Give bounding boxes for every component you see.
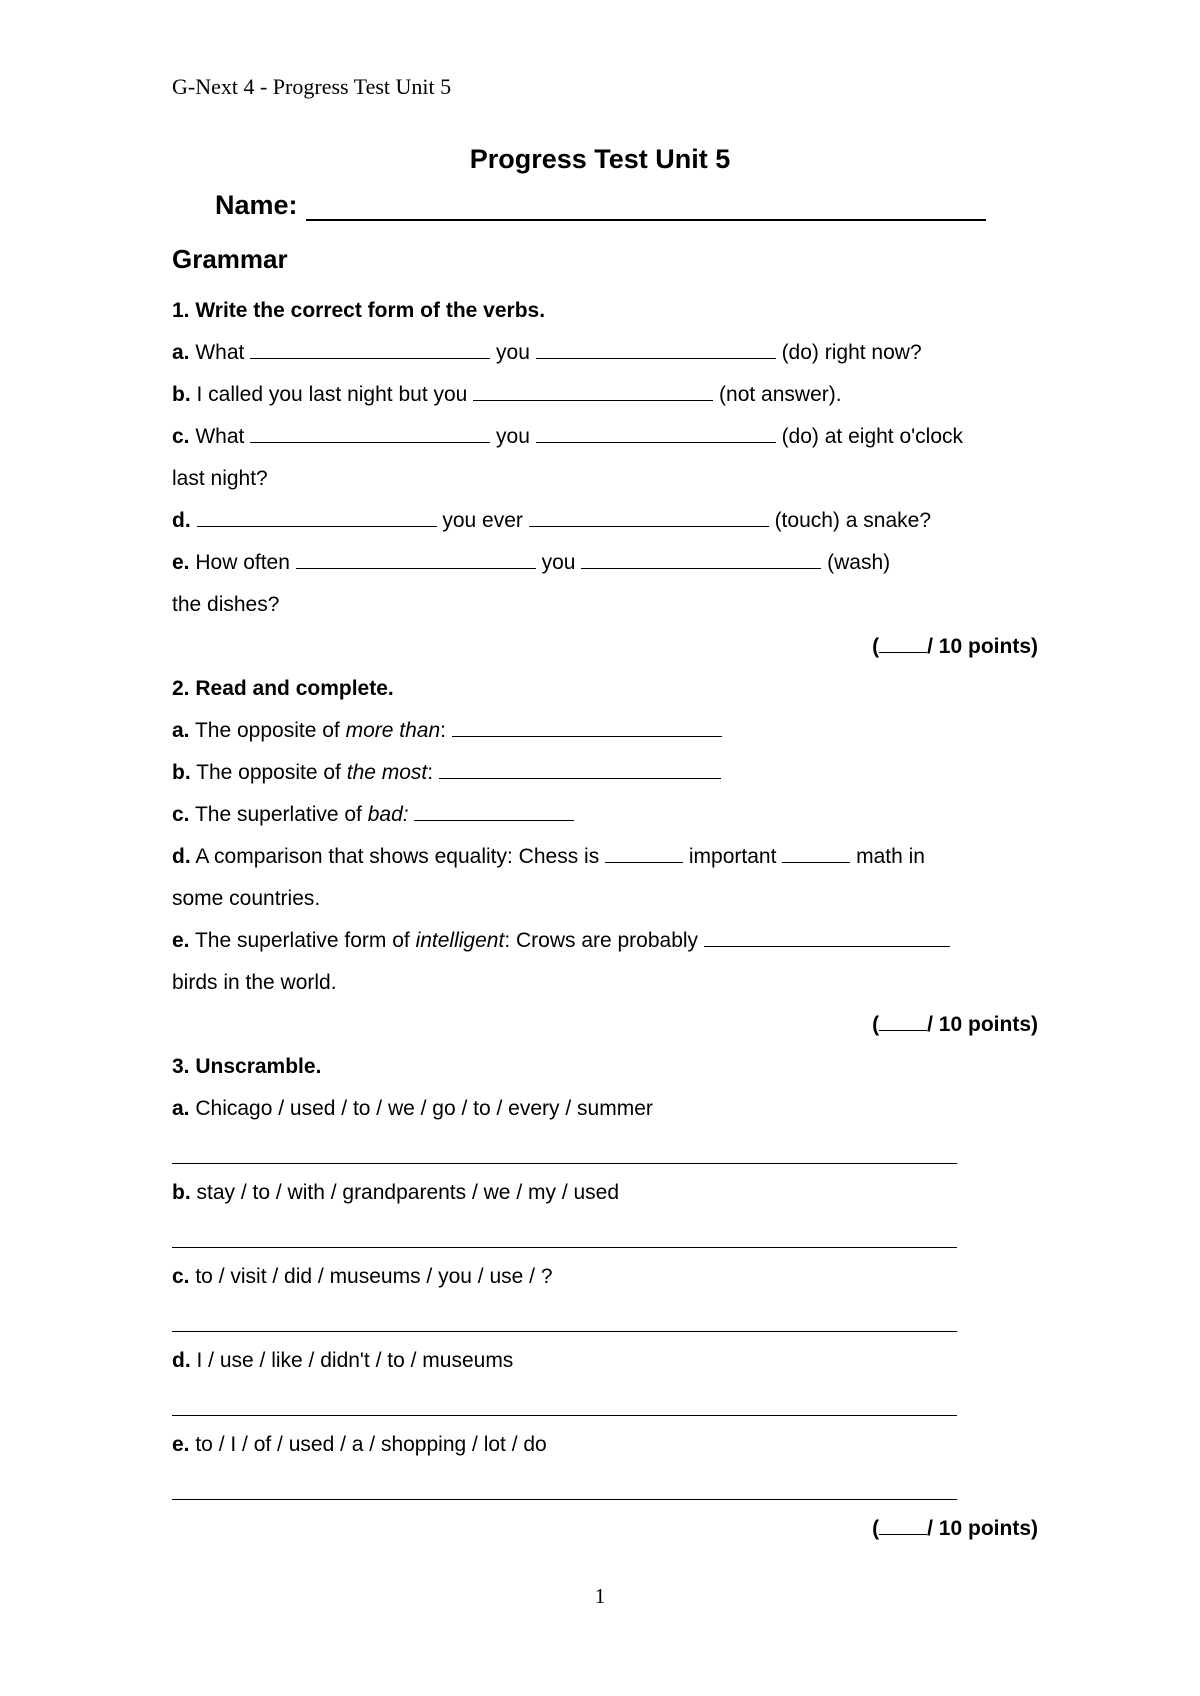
ex1-item-a: [172, 332, 1038, 374]
item-text: The opposite of: [190, 761, 347, 784]
item-letter: c.: [172, 1265, 190, 1288]
points-label: / 10 points): [927, 1517, 1038, 1540]
name-field-row: [215, 190, 986, 221]
ex1-item-e-cont: the dishes?: [172, 593, 280, 616]
item-text: I / use / like / didn't / to / museums: [190, 1349, 514, 1372]
ex2-instruction: 2. Read and complete.: [172, 677, 394, 700]
ex1-item-c: [172, 416, 1038, 458]
item-text: (touch) a snake?: [768, 509, 931, 532]
item-text: to / I / of / used / a / shopping / lot / do: [189, 1433, 547, 1456]
answer-blank[interactable]: [452, 719, 722, 737]
item-letter: d.: [172, 1349, 191, 1372]
points-open: (: [872, 1517, 880, 1540]
test-content: [172, 290, 1038, 1550]
item-text: you: [490, 341, 536, 364]
item-text: A comparison that shows equality: Chess is: [190, 845, 606, 868]
answer-line[interactable]: [172, 1298, 1038, 1340]
answer-blank[interactable]: [197, 509, 437, 527]
item-letter: a.: [172, 719, 190, 742]
item-text: : Crows are probably: [504, 929, 704, 952]
item-text: important: [683, 845, 783, 868]
answer-blank[interactable]: [782, 845, 850, 863]
page-title: Progress Test Unit 5: [469, 144, 731, 174]
ex1-points: [172, 626, 1038, 668]
item-text: :: [427, 761, 439, 784]
answer-line[interactable]: [172, 1214, 1038, 1256]
item-letter: e.: [172, 551, 190, 574]
answer-blank[interactable]: [605, 845, 683, 863]
points-open: (: [872, 1013, 880, 1036]
answer-blank[interactable]: [473, 383, 713, 401]
item-text: you: [535, 551, 582, 574]
points-label: / 10 points): [927, 1013, 1038, 1036]
points-label: / 10 points): [927, 635, 1038, 658]
item-letter: d.: [172, 509, 191, 532]
ex1-item-c-cont: last night?: [172, 467, 268, 490]
score-blank[interactable]: [879, 1518, 927, 1535]
item-text: you ever: [436, 509, 529, 532]
ex1-item-e: [172, 542, 1038, 584]
answer-blank[interactable]: [439, 761, 721, 779]
answer-blank[interactable]: [704, 929, 950, 947]
answer-blank[interactable]: [536, 425, 776, 443]
item-text: to / visit / did / museums / you / use / ?: [189, 1265, 553, 1288]
ex2-item-b: [172, 752, 1038, 794]
item-text: Chicago / used / to / we / go / to / every / summer: [189, 1097, 653, 1120]
ex2-item-a: [172, 710, 1038, 752]
item-text: you: [490, 425, 536, 448]
item-text: What: [189, 425, 251, 448]
ex3-item-a: [172, 1088, 1038, 1130]
item-text: :: [440, 719, 452, 742]
item-letter: b.: [172, 761, 191, 784]
item-emphasis: the most: [346, 761, 428, 784]
item-text: The superlative form of: [189, 929, 416, 952]
item-letter: a.: [172, 1097, 190, 1120]
item-text: The superlative of: [189, 803, 368, 826]
answer-blank[interactable]: [250, 425, 490, 443]
answer-line[interactable]: [172, 1466, 1038, 1508]
answer-blank[interactable]: [414, 803, 574, 821]
ex2-item-e-cont: birds in the world.: [172, 971, 337, 994]
answer-line[interactable]: [172, 1382, 1038, 1424]
ex3-item-e: [172, 1424, 1038, 1466]
running-header: G-Next 4 - Progress Test Unit 5: [172, 74, 452, 99]
ex2-item-d-cont: some countries.: [172, 887, 321, 910]
item-emphasis: bad:: [367, 803, 409, 826]
ex1-item-b: [172, 374, 1038, 416]
item-letter: e.: [172, 929, 190, 952]
points-open: (: [872, 635, 880, 658]
ex2-points: [172, 1004, 1038, 1046]
score-blank[interactable]: [879, 1014, 927, 1031]
item-text: (not answer).: [713, 383, 842, 406]
item-emphasis: intelligent: [415, 929, 505, 952]
item-letter: c.: [172, 425, 190, 448]
item-letter: b.: [172, 383, 191, 406]
item-text: How often: [189, 551, 296, 574]
answer-blank[interactable]: [529, 509, 769, 527]
item-text: stay / to / with / grandparents / we / my / used: [190, 1181, 620, 1204]
item-letter: d.: [172, 845, 191, 868]
name-blank[interactable]: [306, 191, 986, 221]
item-text: (wash): [821, 551, 891, 574]
ex3-item-b: [172, 1172, 1038, 1214]
section-heading: Grammar: [172, 244, 288, 274]
answer-blank[interactable]: [296, 551, 536, 569]
name-label: Name:: [215, 190, 298, 220]
ex1-item-d: [172, 500, 1038, 542]
item-letter: e.: [172, 1433, 190, 1456]
item-letter: a.: [172, 341, 190, 364]
page-number: 1: [594, 1584, 606, 1608]
item-emphasis: more than: [345, 719, 441, 742]
ex1-instruction: 1. Write the correct form of the verbs.: [172, 299, 546, 322]
ex3-item-c: [172, 1256, 1038, 1298]
answer-blank[interactable]: [250, 341, 490, 359]
ex3-item-d: [172, 1340, 1038, 1382]
item-text: (do) at eight o'clock: [775, 425, 964, 448]
answer-line[interactable]: [172, 1130, 1038, 1172]
ex2-item-e: [172, 920, 1038, 962]
ex3-instruction: 3. Unscramble.: [172, 1055, 322, 1078]
answer-blank[interactable]: [581, 551, 821, 569]
score-blank[interactable]: [879, 636, 927, 653]
answer-blank[interactable]: [536, 341, 776, 359]
item-text: The opposite of: [189, 719, 346, 742]
item-letter: b.: [172, 1181, 191, 1204]
item-letter: c.: [172, 803, 190, 826]
item-text: I called you last night but you: [190, 383, 474, 406]
item-text: (do) right now?: [775, 341, 922, 364]
ex3-points: [172, 1508, 1038, 1550]
item-text: math in: [850, 845, 925, 868]
ex2-item-d: [172, 836, 1038, 878]
ex2-item-c: [172, 794, 1038, 836]
item-text: What: [189, 341, 251, 364]
